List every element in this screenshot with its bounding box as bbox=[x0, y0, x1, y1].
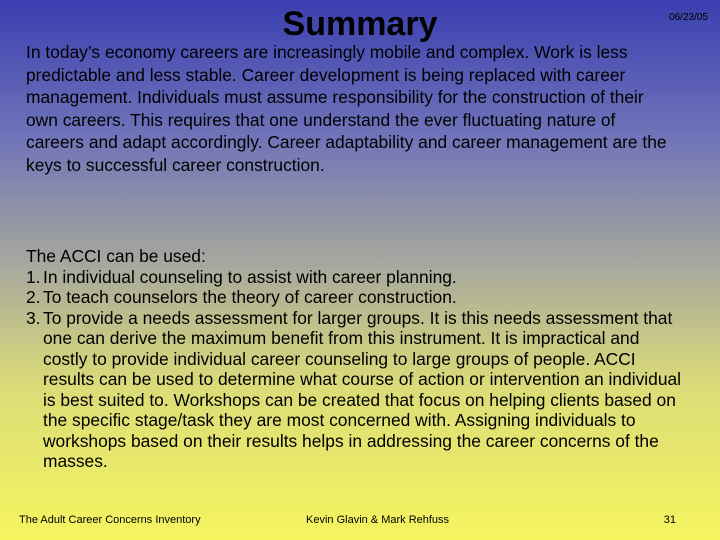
footer-presentation-title: The Adult Career Concerns Inventory bbox=[19, 514, 201, 526]
footer-page-number: 31 bbox=[663, 514, 676, 526]
list-item bbox=[26, 287, 686, 308]
list-item-text: To teach counselors the theory of career construction. bbox=[43, 287, 457, 307]
summary-paragraph: In today’s economy careers are increasingly mobile and complex. Work is less predictable and less stable. Career development is being replaced with career management. Individuals must assume responsibility for the construction of their own careers. This requires that one understand the ever fluctuating nature of careers and adapt accordingly. Career adaptability and career management are the keys to successful career construction. bbox=[26, 42, 667, 175]
list-item-number: 2. bbox=[26, 287, 41, 307]
list-intro: The ACCI can be used: bbox=[26, 246, 206, 266]
slide-title: Summary bbox=[282, 5, 438, 43]
slide-date: 06/23/05 bbox=[669, 12, 708, 23]
list-item-number: 3. bbox=[26, 307, 41, 328]
list-item bbox=[26, 308, 686, 472]
list-item-text: In individual counseling to assist with career planning. bbox=[43, 266, 457, 287]
acci-uses-list bbox=[26, 267, 686, 472]
list-item-text: To provide a needs assessment for larger groups. It is this needs assessment that one can derive the maximum benefit from this instrument. It is impractical and costly to provide individual career counseling to large groups of people. ACCI results can be used to determine what course of action or intervention an individual is best suited to. Workshops can be created that focus on helping clients based on the specific stage/task they are most concerned with. Assigning individuals to workshops based on their results helps in addressing the career concerns of the masses. bbox=[43, 307, 682, 471]
acci-uses-section bbox=[26, 246, 686, 472]
footer-authors: Kevin Glavin & Mark Rehfuss bbox=[306, 514, 450, 526]
list-item-number: 1. bbox=[26, 266, 41, 287]
list-item bbox=[26, 267, 686, 288]
